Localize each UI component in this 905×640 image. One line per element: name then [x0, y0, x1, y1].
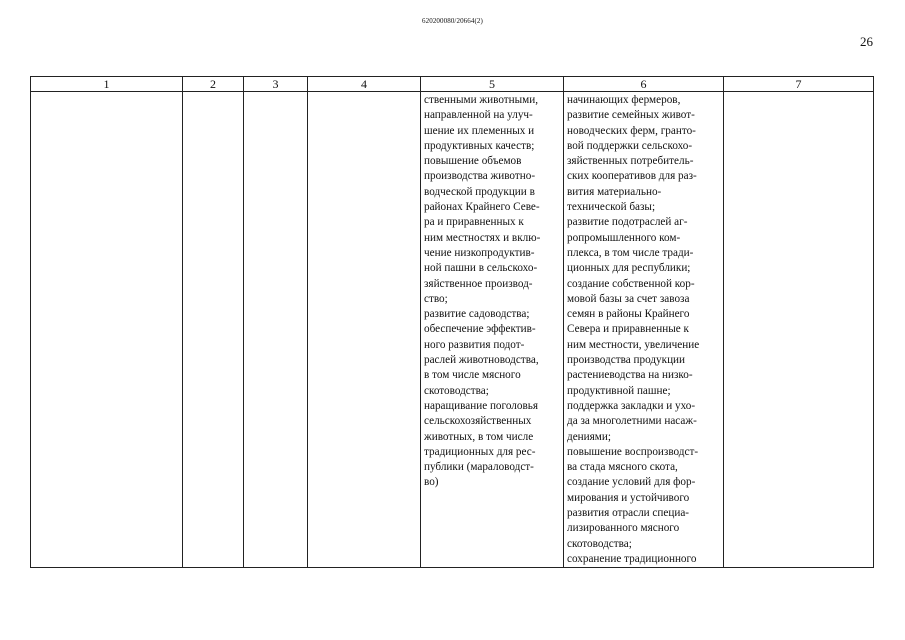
text-line: производства продукции: [567, 354, 686, 367]
text-line: производства животно-: [424, 170, 536, 183]
text-line: направленной на улуч-: [424, 109, 533, 122]
text-line: ного развития подот-: [424, 338, 525, 351]
text-line: ских кооперативов для раз-: [567, 170, 697, 183]
text-line: животных, в том числе: [424, 430, 534, 443]
column-header-6: 6: [564, 77, 724, 92]
text-line: ним местностях и вклю-: [424, 231, 541, 244]
column-header-2: 2: [183, 77, 244, 92]
column-header-5: 5: [421, 77, 564, 92]
text-line: повышение воспроизводст-: [567, 445, 699, 458]
text-line: водческой продукции в: [424, 185, 535, 198]
text-line: шение их племенных и: [424, 124, 535, 137]
column-number-row: [31, 77, 874, 92]
text-line: скотоводства;: [424, 384, 489, 397]
text-line: обеспечение эффектив-: [424, 323, 536, 336]
column-header-1: 1: [31, 77, 183, 92]
text-line: публики (мараловодст-: [424, 461, 534, 474]
text-line: ва стада мясного скота,: [567, 461, 678, 474]
text-line: районах Крайнего Севе-: [424, 201, 540, 214]
text-line: Севера и приравненные к: [567, 323, 689, 336]
text-line: сохранение традиционного: [567, 552, 697, 565]
text-line: чение низкопродуктив-: [424, 246, 535, 259]
text-line: продуктивной пашне;: [567, 384, 671, 397]
text-line: поддержка закладки и ухо-: [567, 399, 696, 412]
page-number: 26: [860, 34, 873, 49]
text-line: развитие семейных живот-: [567, 109, 695, 122]
column-header-4: 4: [308, 77, 421, 92]
text-line: раслей животноводства,: [424, 354, 539, 367]
text-line: мовой базы за счет завоза: [567, 292, 690, 305]
text-line: развитие садоводства;: [424, 308, 530, 321]
text-line: зяйственное производ-: [424, 277, 533, 290]
text-line: ство;: [424, 292, 448, 305]
text-line: мирования и устойчивого: [567, 491, 690, 504]
cell-col-1: [31, 92, 183, 568]
text-line: технической базы;: [567, 201, 656, 214]
text-line: вития материально-: [567, 185, 662, 198]
text-line: лизированного мясного: [567, 522, 680, 535]
column-header-7: 7: [724, 77, 874, 92]
text-line: ра и приравненных к: [424, 216, 524, 229]
text-line: в том числе мясного: [424, 369, 521, 382]
cell-col-6: [564, 92, 724, 568]
cell-col-4: [308, 92, 421, 568]
text-line: продуктивных качеств;: [424, 139, 535, 152]
document-id: 620200080/20664(2): [422, 17, 483, 25]
text-line: развитие подотраслей аг-: [567, 216, 688, 229]
text-line: семян в районы Крайнего: [567, 308, 690, 321]
text-line: новодческих ферм, гранто-: [567, 124, 696, 137]
text-line: ной пашни в сельскохо-: [424, 262, 538, 275]
text-line: создание собственной кор-: [567, 277, 695, 290]
text-line: начинающих фермеров,: [567, 94, 681, 106]
cell-col-2: [183, 92, 244, 568]
text-line: зяйственных потребитель-: [567, 155, 694, 168]
text-line: во): [424, 476, 439, 489]
text-line: растениеводства на низко-: [567, 369, 693, 382]
text-line: ционных для республики;: [567, 262, 691, 275]
text-line: повышение объемов: [424, 155, 522, 168]
text-line: традиционных для рес-: [424, 445, 536, 458]
table-row: [31, 92, 874, 568]
column-header-3: 3: [244, 77, 308, 92]
text-line: ропромышленного ком-: [567, 231, 681, 244]
text-line: скотоводства;: [567, 537, 632, 550]
text-line: ственными животными,: [424, 94, 539, 106]
cell-col-7: [724, 92, 874, 568]
text-line: ним местности, увеличение: [567, 338, 700, 351]
text-line: развития отрасли специа-: [567, 507, 690, 520]
text-line: дениями;: [567, 430, 611, 443]
cell-col-3: [244, 92, 308, 568]
text-line: создание условий для фор-: [567, 476, 696, 489]
text-line: да за многолетними насаж-: [567, 415, 697, 428]
text-line: вой поддержки сельскохо-: [567, 139, 693, 152]
cell-col-5: [421, 92, 564, 568]
program-table: [30, 76, 874, 568]
text-line: наращивание поголовья: [424, 399, 538, 412]
text-line: плекса, в том числе тради-: [567, 246, 694, 259]
text-line: сельскохозяйственных: [424, 415, 532, 428]
